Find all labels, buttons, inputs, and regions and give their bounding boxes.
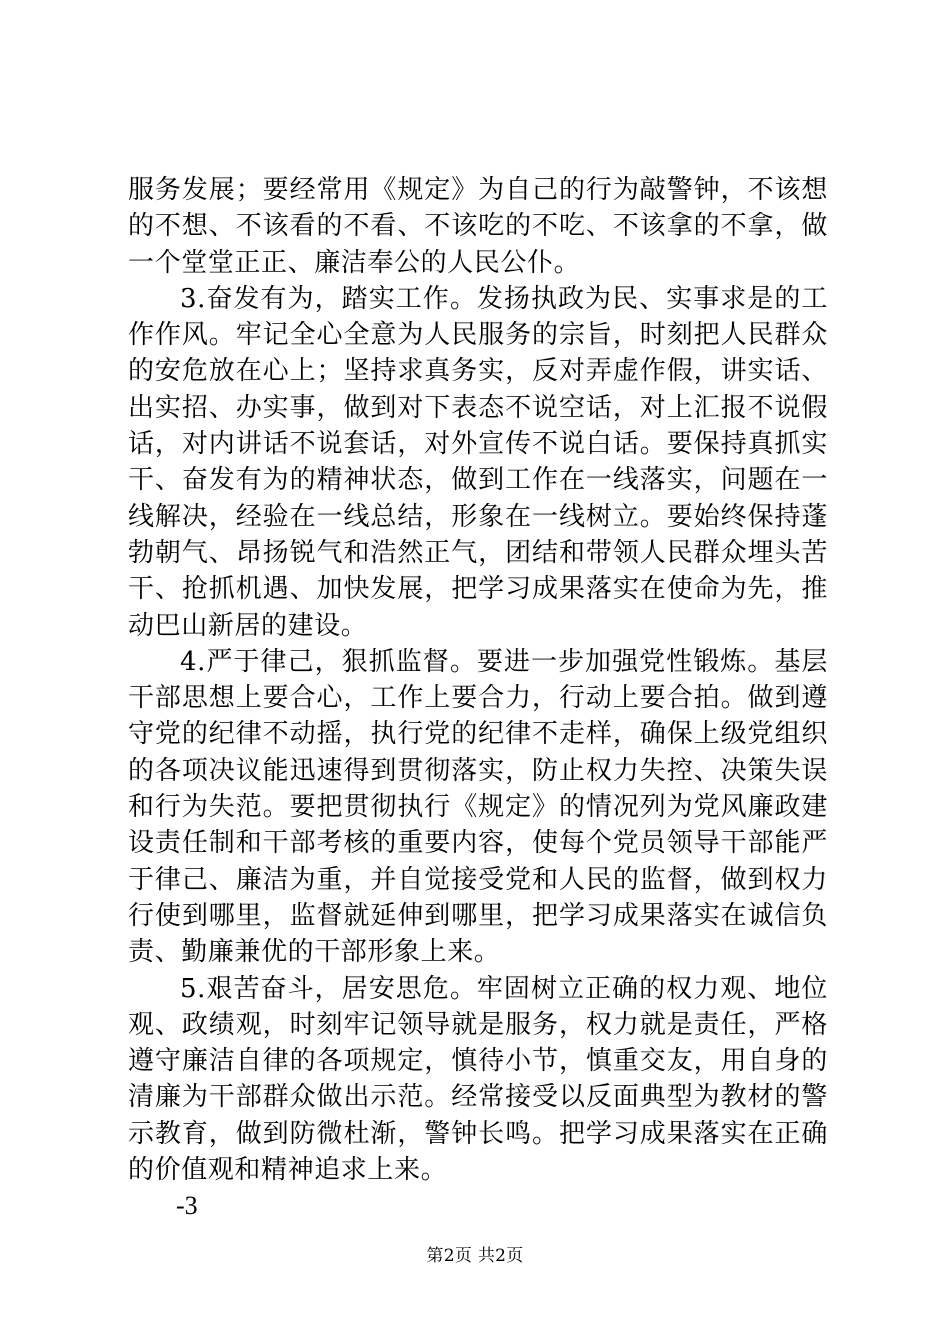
page-footer: 第2页 共2页: [426, 1246, 524, 1266]
paragraph-point-5: 5.艰苦奋斗，居安思危。牢固树立正确的权力观、地位观、政绩观，时刻牢记领导就是服务，权力就是责任，严格遵守廉洁自律的各项规定，慎待小节，慎重交友，用自身的清廉为干部群众做出示范。经常接受以反面典型为教材的警示教育，做到防微杜渐，警钟长鸣。把学习成果落实在正确的价值观和精神追求上来。: [128, 973, 828, 1186]
paragraph-point-4: 4.严于律己，狠抓监督。要进一步加强党性锻炼。基层干部思想上要合心，工作上要合力，行动上要合拍。做到遵守党的纪律不动摇，执行党的纪律不走样，确保上级党组织的各项决议能迅速得到贯彻落实，防止权力失控、决策失误和行为失范。要把贯彻执行《规定》的情况列为党风廉政建设责任制和干部考核的重要内容，使每个党员领导干部能严于律己、廉洁为重，并自觉接受党和人民的监督，做到权力行使到哪里，监督就延伸到哪里，把学习成果落实在诚信负责、勤廉兼优的干部形象上来。: [128, 646, 828, 968]
paragraph-point-3: 3.奋发有为，踏实工作。发扬执政为民、实事求是的工作作风。牢记全心全意为人民服务的宗旨，时刻把人民群众的安危放在心上；坚持求真务实，反对弄虚作假，讲实话、出实招、办实事，做到对下表态不说空话，对上汇报不说假话，对内讲话不说套话，对外宣传不说白话。要保持真抓实干、奋发有为的精神状态，做到工作在一线落实，问题在一线解决，经验在一线总结，形象在一线树立。要始终保持蓬勃朝气、昂扬锐气和浩然正气，团结和带领人民群众埋头苦干、抢抓机遇、加快发展，把学习成果落实在使命为先，推动巴山新居的建设。: [128, 283, 828, 641]
paragraph-continuation: 服务发展；要经常用《规定》为自己的行为敲警钟，不该想的不想、不该看的不看、不该吃的不吃、不该拿的不拿，做一个堂堂正正、廉洁奉公的人民公仆。: [128, 175, 828, 278]
inline-page-number: -3: [176, 1191, 198, 1221]
document-body: [128, 172, 828, 1225]
